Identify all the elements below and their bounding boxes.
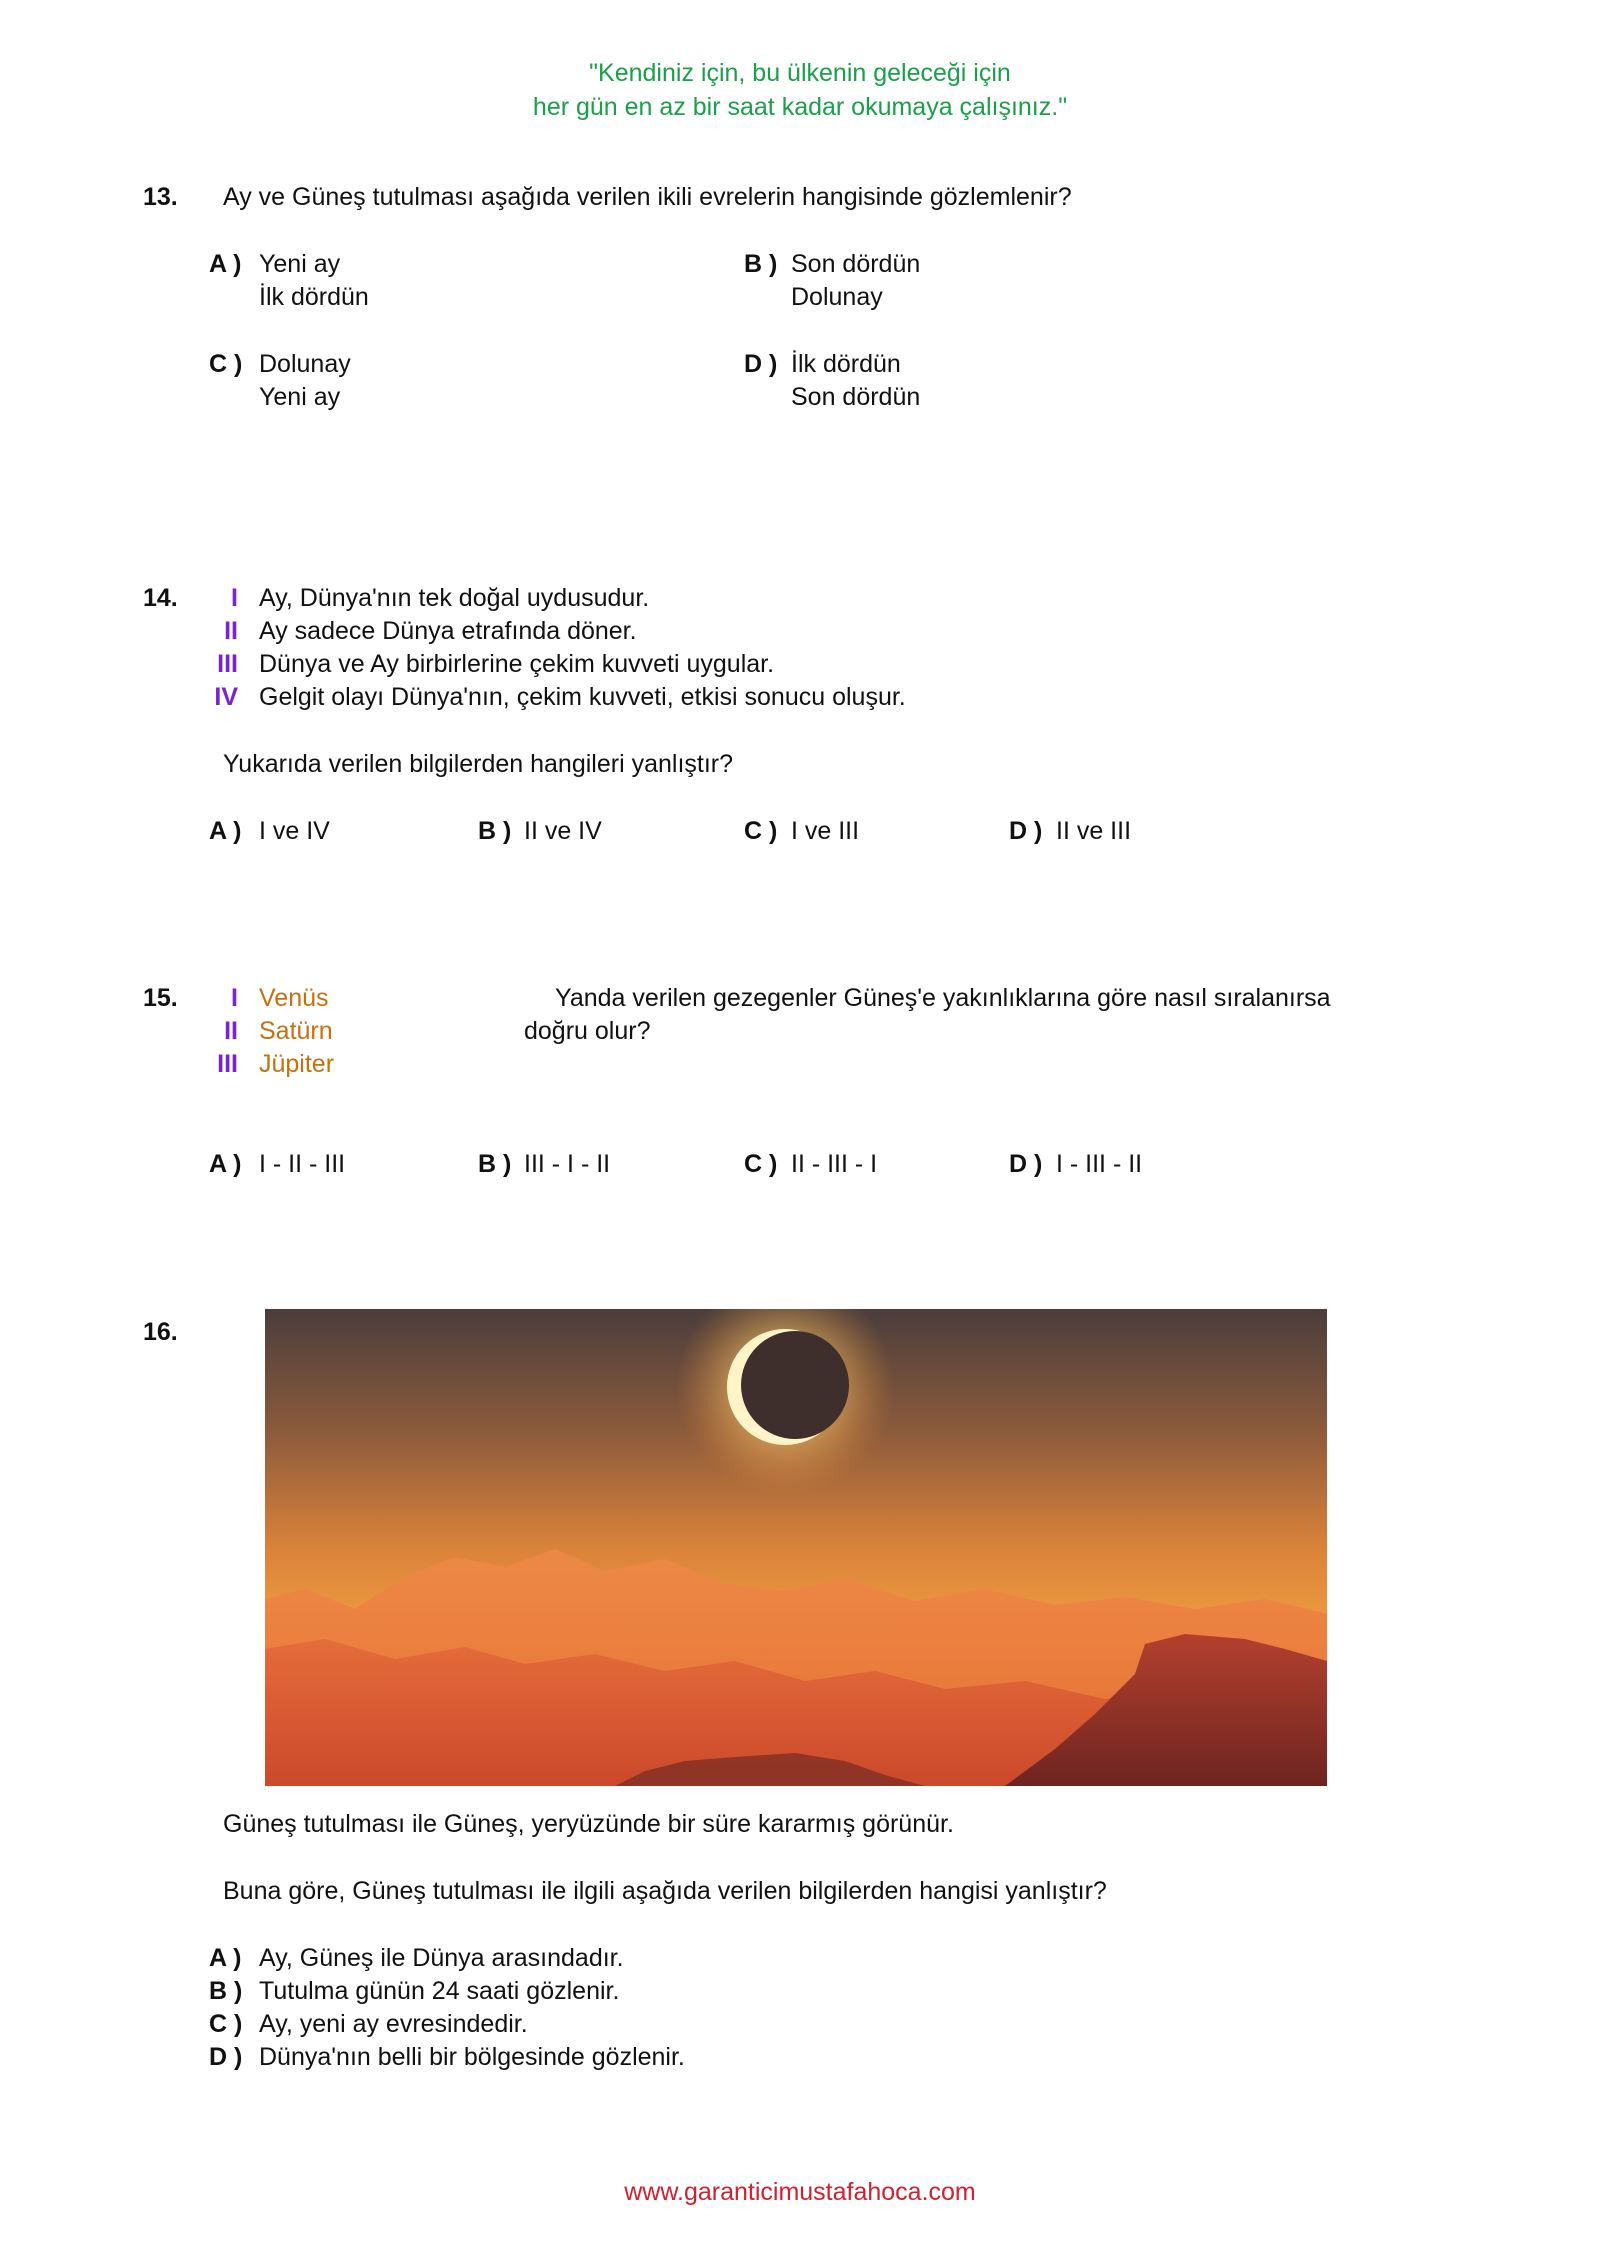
option-c-label[interactable]: C ) — [209, 2010, 243, 2038]
option-c-label[interactable]: C ) — [209, 350, 243, 378]
statement-text: Ay sadece Dünya etrafında döner. — [259, 617, 637, 645]
option-d-label[interactable]: D ) — [209, 2043, 243, 2071]
option-b-text: III - I - II — [524, 1150, 611, 1178]
eclipse-illustration — [265, 1309, 1327, 1786]
option-a-text: I - II - III — [259, 1150, 346, 1178]
option-b-line-2: Dolunay — [791, 283, 883, 311]
roman-numeral: III — [217, 1050, 238, 1078]
option-a-line-1: Yeni ay — [259, 250, 341, 278]
option-d-label[interactable]: D ) — [744, 350, 778, 378]
option-c-label[interactable]: C ) — [744, 817, 778, 845]
option-a-label[interactable]: A ) — [209, 817, 242, 845]
option-a-label[interactable]: A ) — [209, 1944, 242, 1972]
option-b-line-1: Son dördün — [791, 250, 921, 278]
moon-disk — [741, 1331, 849, 1439]
roman-numeral: I — [231, 984, 238, 1012]
question-text-line-1: Yanda verilen gezegenler Güneş'e yakınlıklarına göre nasıl sıralanırsa — [555, 984, 1331, 1012]
question-text: Yukarıda verilen bilgilerden hangileri yanlıştır? — [223, 750, 734, 778]
roman-numeral: IV — [214, 683, 238, 711]
statement-text: Güneş tutulması ile Güneş, yeryüzünde bir süre kararmış görünür. — [223, 1810, 954, 1838]
option-d-text: Dünya'nın belli bir bölgesinde gözlenir. — [259, 2043, 685, 2071]
option-a-text: Ay, Güneş ile Dünya arasındadır. — [259, 1944, 624, 1972]
question-number: 15. — [143, 984, 178, 1012]
question-number: 14. — [143, 584, 178, 612]
option-b-label[interactable]: B ) — [209, 1977, 243, 2005]
footer-website-link[interactable]: www.garanticimustafahoca.com — [624, 2178, 976, 2206]
statement-text: Ay, Dünya'nın tek doğal uydusudur. — [259, 584, 650, 612]
option-d-text: I - III - II — [1056, 1150, 1143, 1178]
planet-name: Satürn — [259, 1017, 333, 1045]
option-b-text: II ve IV — [524, 817, 602, 845]
roman-numeral: I — [231, 584, 238, 612]
solar-eclipse-photo — [265, 1309, 1327, 1786]
option-d-label[interactable]: D ) — [1009, 1150, 1043, 1178]
option-c-text: I ve III — [791, 817, 860, 845]
statement-text: Gelgit olayı Dünya'nın, çekim kuvveti, etkisi sonucu oluşur. — [259, 683, 906, 711]
roman-numeral: III — [217, 650, 238, 678]
statement-text: Dünya ve Ay birbirlerine çekim kuvveti uygular. — [259, 650, 775, 678]
question-text: Ay ve Güneş tutulması aşağıda verilen ikili evrelerin hangisinde gözlemlenir? — [223, 183, 1072, 211]
question-number: 16. — [143, 1318, 178, 1346]
option-c-text: Ay, yeni ay evresindedir. — [259, 2010, 528, 2038]
question-text: Buna göre, Güneş tutulması ile ilgili aşağıda verilen bilgilerden hangisi yanlıştır? — [223, 1877, 1107, 1905]
option-c-line-2: Yeni ay — [259, 383, 341, 411]
option-a-label[interactable]: A ) — [209, 1150, 242, 1178]
option-d-line-1: İlk dördün — [791, 350, 901, 378]
option-c-text: II - III - I — [791, 1150, 878, 1178]
option-a-line-2: İlk dördün — [259, 283, 369, 311]
option-a-text: I ve IV — [259, 817, 330, 845]
motivation-quote-line-1: "Kendiniz için, bu ülkenin geleceği için — [589, 59, 1011, 87]
question-text-line-2: doğru olur? — [524, 1017, 651, 1045]
roman-numeral: II — [224, 617, 238, 645]
option-c-line-1: Dolunay — [259, 350, 351, 378]
motivation-quote-line-2: her gün en az bir saat kadar okumaya çalışınız." — [532, 93, 1068, 121]
roman-numeral: II — [224, 1017, 238, 1045]
option-b-label[interactable]: B ) — [744, 250, 778, 278]
planet-name: Jüpiter — [259, 1050, 335, 1078]
planet-name: Venüs — [259, 984, 329, 1012]
option-d-label[interactable]: D ) — [1009, 817, 1043, 845]
option-d-text: II ve III — [1056, 817, 1132, 845]
option-d-line-2: Son dördün — [791, 383, 921, 411]
question-number: 13. — [143, 183, 178, 211]
option-b-label[interactable]: B ) — [478, 1150, 512, 1178]
option-b-text: Tutulma günün 24 saati gözlenir. — [259, 1977, 620, 2005]
option-c-label[interactable]: C ) — [744, 1150, 778, 1178]
option-b-label[interactable]: B ) — [478, 817, 512, 845]
option-a-label[interactable]: A ) — [209, 250, 242, 278]
